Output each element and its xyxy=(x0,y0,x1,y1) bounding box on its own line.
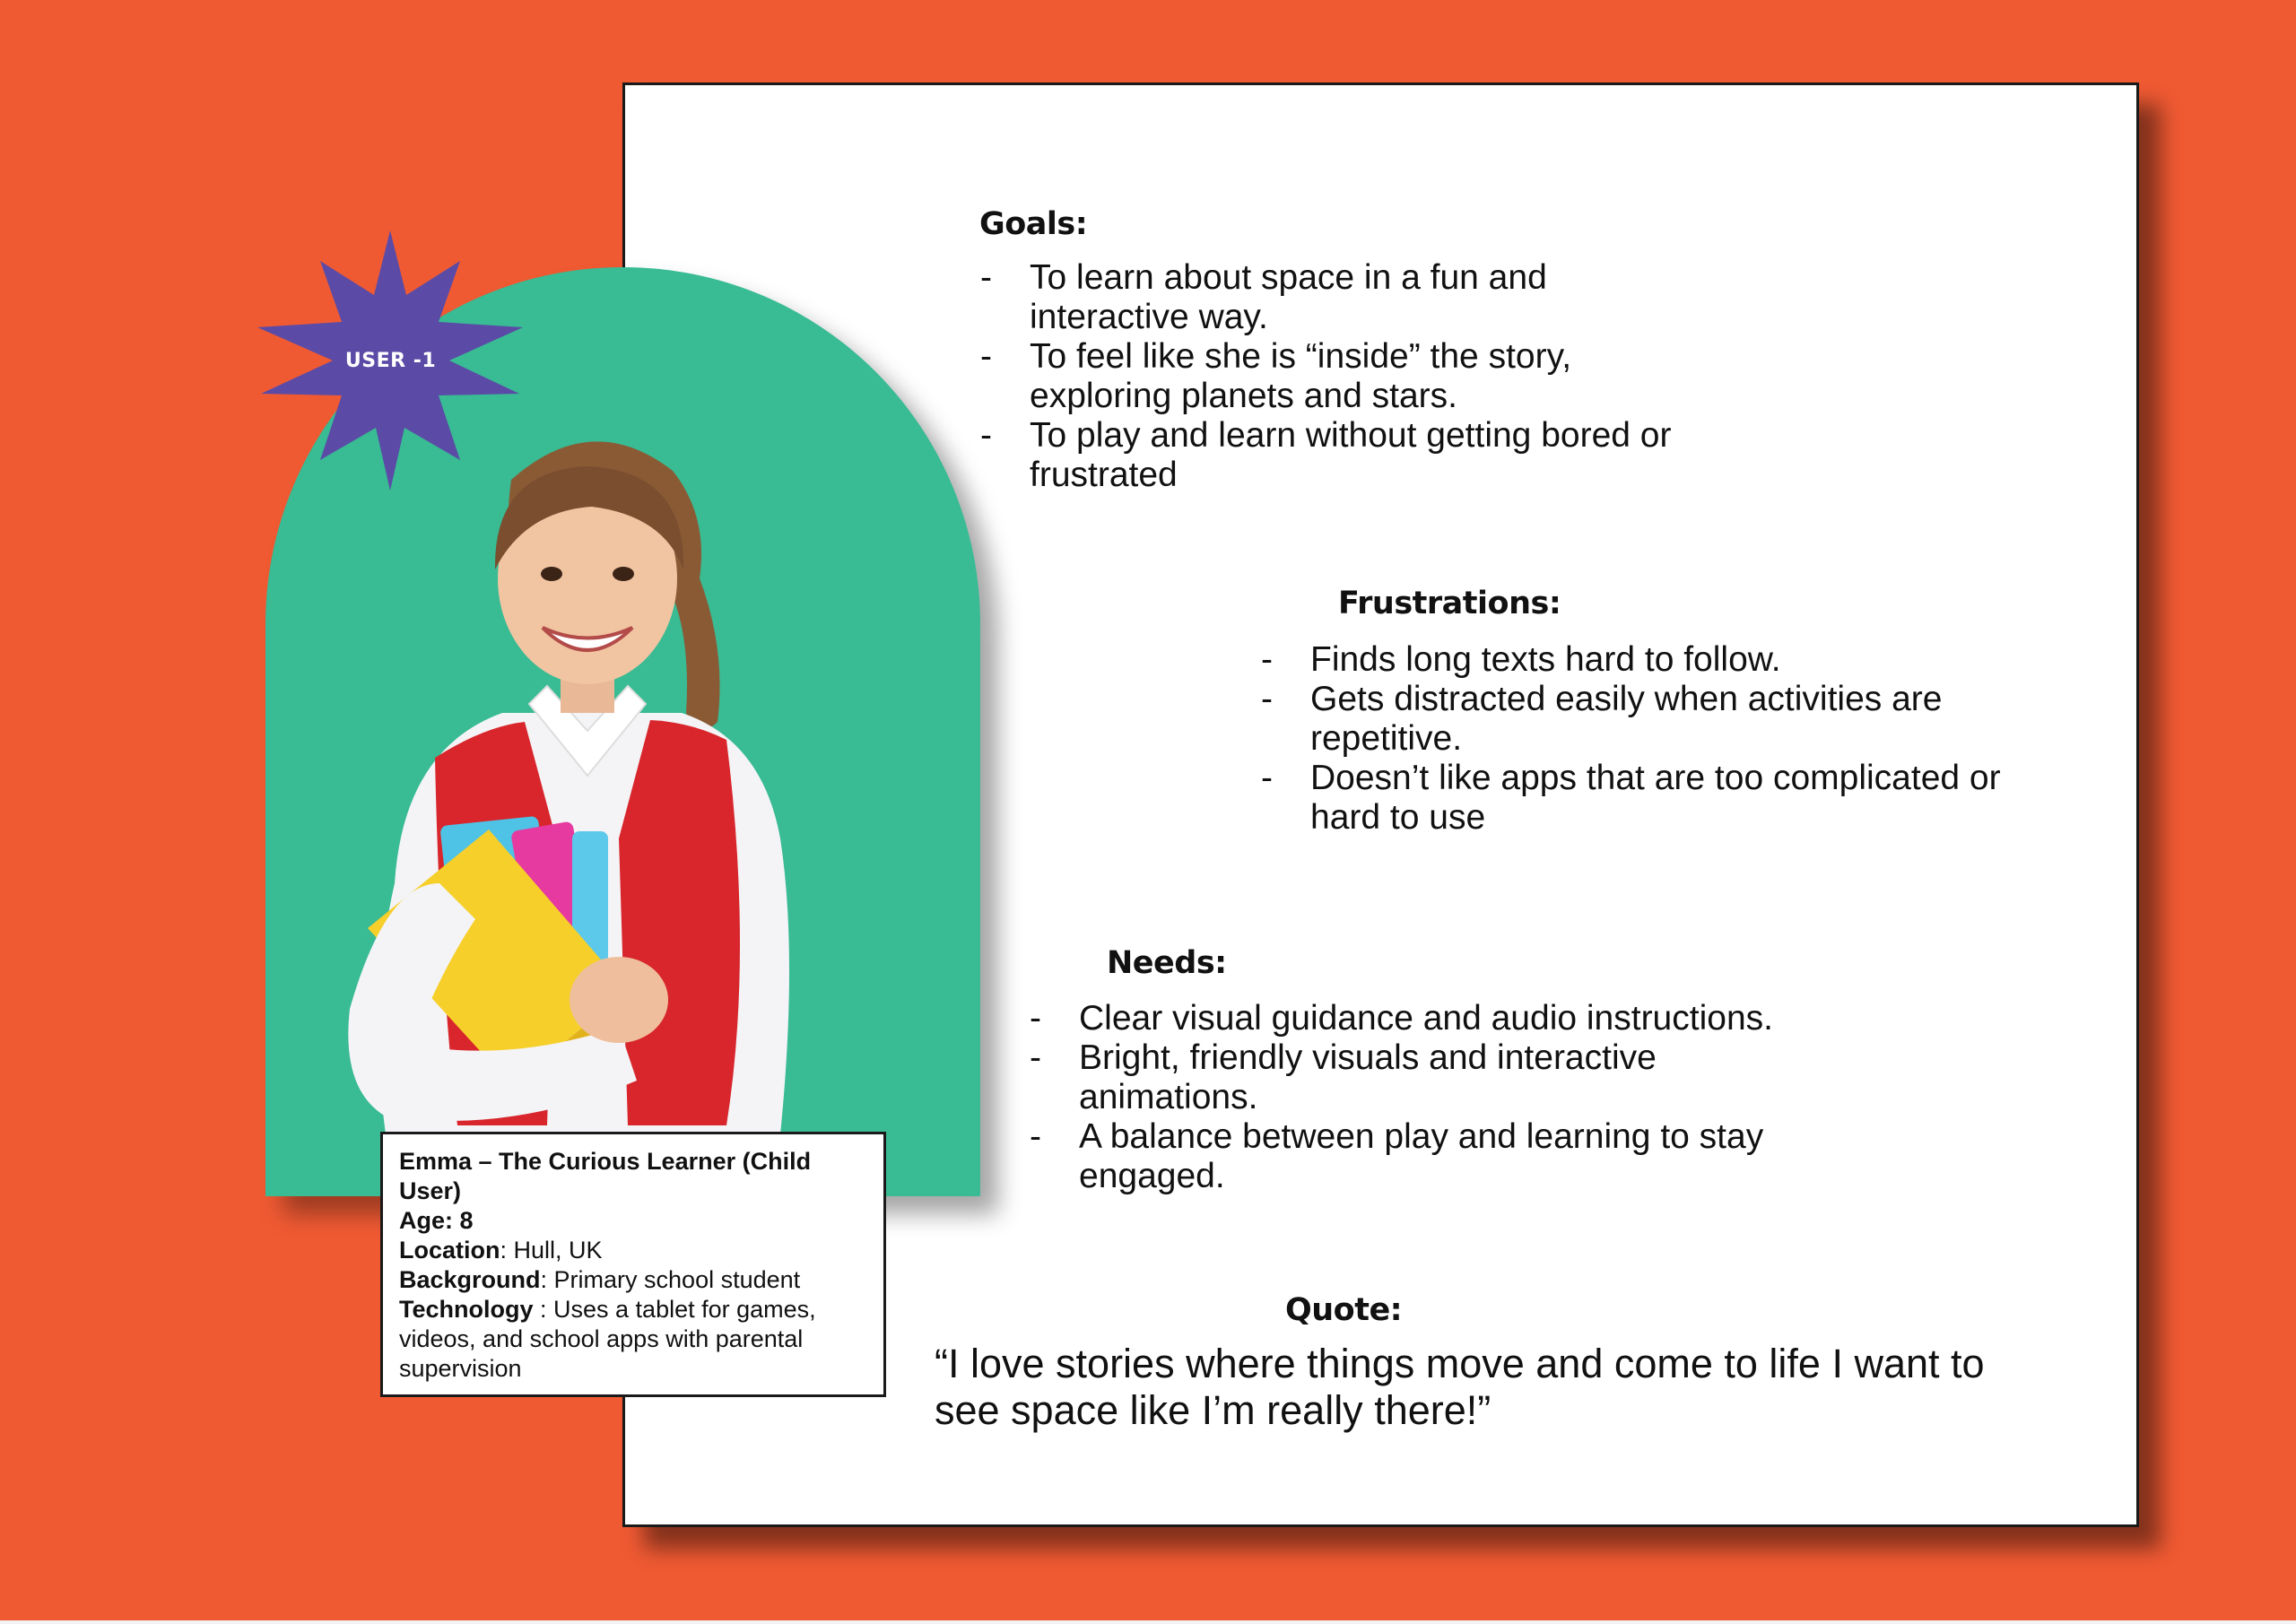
quote-heading: Quote: xyxy=(1285,1292,1403,1328)
child-photo xyxy=(332,417,852,1134)
technology-value: : Uses a tablet for games, videos, and school apps with parental supervision xyxy=(399,1296,816,1382)
user-badge-label: USER -1 xyxy=(344,349,437,372)
bottom-strip xyxy=(0,1620,2296,1624)
persona-background xyxy=(399,1265,867,1295)
persona-location xyxy=(399,1236,867,1265)
goals-item: - To play and learn without getting bored or frustrated xyxy=(980,416,1716,495)
quote-text: “I love stories where things move and come to life I want to see space like I’m really there!” xyxy=(935,1341,1985,1433)
persona-age: Age: 8 xyxy=(399,1207,474,1234)
persona-technology xyxy=(399,1295,867,1384)
location-value: : Hull, UK xyxy=(500,1237,603,1264)
technology-label: Technology xyxy=(399,1296,534,1323)
persona-info-box xyxy=(380,1132,886,1397)
frustrations-item: - Finds long texts hard to follow. xyxy=(1261,640,2050,680)
needs-item: - Bright, friendly visuals and interactive animations. xyxy=(1030,1038,1774,1117)
background-label: Background xyxy=(399,1266,541,1293)
frustrations-heading: Frustrations: xyxy=(1338,586,1561,621)
goals-item: - To learn about space in a fun and interactive way. xyxy=(980,258,1716,337)
frustrations-list xyxy=(1261,640,2050,838)
goals-item: - To feel like she is “inside” the story, exploring planets and stars. xyxy=(980,337,1716,416)
goals-list xyxy=(980,258,1716,495)
persona-title: Emma – The Curious Learner (Child User) xyxy=(399,1148,812,1204)
needs-item: - A balance between play and learning to stay engaged. xyxy=(1030,1117,1774,1196)
frustrations-item: - Gets distracted easily when activities are repetitive. xyxy=(1261,680,2050,759)
needs-item: - Clear visual guidance and audio instructions. xyxy=(1030,999,1774,1038)
needs-list xyxy=(1030,999,1774,1196)
background-value: : Primary school student xyxy=(540,1266,801,1293)
location-label: Location xyxy=(399,1237,500,1264)
needs-heading: Needs: xyxy=(1107,945,1227,981)
goals-heading: Goals: xyxy=(979,206,1088,242)
frustrations-item: - Doesn’t like apps that are too complicated or hard to use xyxy=(1261,759,2050,838)
